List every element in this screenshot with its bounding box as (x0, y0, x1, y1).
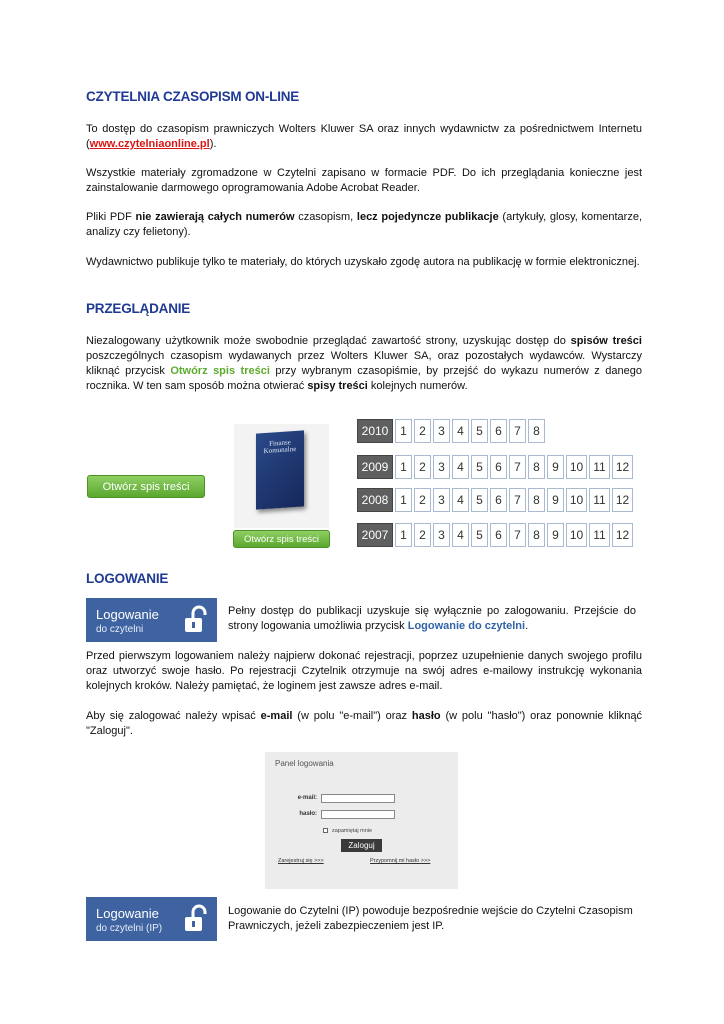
issue-number-button[interactable]: 4 (452, 488, 469, 512)
year-row-0 (357, 419, 547, 443)
email-field[interactable] (321, 794, 395, 803)
paragraph-login-ip: Logowanie do Czytelni (IP) powoduje bezpośrednie wejście do Czytelni Czasopism Prawniczych, jeżeli zabezpieczeniem jest IP. (228, 905, 633, 932)
issue-number-button[interactable]: 4 (452, 419, 469, 443)
paragraph-how-to-login: Aby się zalogować należy wpisać e-mail (w polu "e-mail") oraz hasło (w polu "hasło") oraz ponownie kliknąć "Zaloguj". (86, 710, 642, 737)
czytelnia-link[interactable]: www.czytelniaonline.pl (89, 138, 210, 150)
submit-login-button[interactable]: Zaloguj (341, 839, 382, 852)
issue-number-button[interactable]: 2 (414, 455, 431, 479)
issue-number-button[interactable]: 7 (509, 523, 526, 547)
issue-number-button[interactable]: 7 (509, 488, 526, 512)
forgot-password-link[interactable]: Przypomnij mi hasło >>> (370, 858, 431, 864)
login-ip-button[interactable] (86, 897, 217, 941)
issue-number-button[interactable]: 2 (414, 523, 431, 547)
issue-number-button[interactable]: 6 (490, 523, 507, 547)
issue-number-button[interactable]: 3 (433, 488, 450, 512)
issue-number-button[interactable]: 6 (490, 455, 507, 479)
issue-number-button[interactable]: 5 (471, 455, 488, 479)
remember-checkbox[interactable] (323, 828, 328, 833)
login-ip-button-subtitle: do czytelni (IP) (96, 923, 163, 934)
issue-number-button[interactable]: 2 (414, 488, 431, 512)
heading-przegladanie: PRZEGLĄDANIE (86, 301, 191, 316)
year-row-3 (357, 523, 635, 547)
issue-number-button[interactable]: 5 (471, 488, 488, 512)
password-label: hasło: (299, 811, 317, 817)
login-button-title: Logowanie (96, 607, 159, 622)
issue-number-button[interactable]: 9 (547, 523, 564, 547)
open-toc-small-button[interactable]: Otwórz spis treści (233, 530, 330, 548)
login-ip-button-title: Logowanie (96, 906, 159, 921)
issue-number-button[interactable]: 12 (612, 488, 633, 512)
issue-number-button[interactable]: 2 (414, 419, 431, 443)
open-toc-button[interactable]: Otwórz spis treści (87, 475, 205, 498)
login-panel (265, 752, 458, 889)
remember-label: zapamiętaj mnie (332, 828, 373, 834)
paragraph-registration: Przed pierwszym logowaniem należy najpierw dokonać rejestracji, poprzez uzupełnienie danych swojego profilu oraz utworzyć swoje hasło. Po rejestracji Czytelnik otrzymuje na swój adres e-mailowy instrukcję wykonania kolejnych kroków. Należy pamiętać, że loginem jest zawsze adres e-mail. (86, 650, 642, 692)
year-button[interactable]: 2007 (357, 523, 393, 547)
issue-number-button[interactable]: 4 (452, 455, 469, 479)
issue-number-button[interactable]: 12 (612, 455, 633, 479)
issue-number-button[interactable]: 12 (612, 523, 633, 547)
issue-number-button[interactable]: 11 (589, 455, 610, 479)
year-button[interactable]: 2009 (357, 455, 393, 479)
issue-number-button[interactable]: 8 (528, 488, 545, 512)
login-button-subtitle: do czytelni (96, 624, 144, 635)
paragraph-browsing: Niezalogowany użytkownik może swobodnie przeglądać zawartość strony, uzyskując dostęp do spisów treści poszczególnych czasopism wydawanych przez Wolters Kluwer SA, oraz pozostałych wydawców. Wystarczy kliknąć przycisk Otwórz spis treści przy wybranym czasopiśmie, by przejść do wykazu numerów z danego rocznika. W ten sam sposób można otwierać spisy treści kolejnych numerów. (86, 335, 642, 392)
issue-number-button[interactable]: 9 (547, 455, 564, 479)
issue-number-button[interactable]: 11 (589, 488, 610, 512)
paragraph-intro: To dostęp do czasopism prawniczych Wolters Kluwer SA oraz innych wydawnictw za pośrednictwem Internetu (www.czytelniaonline.pl). (86, 123, 642, 150)
unlock-icon (183, 605, 211, 635)
magazine-title: Finanse Komunalne (263, 438, 297, 456)
issue-number-button[interactable]: 8 (528, 523, 545, 547)
paragraph-login-full-access: Pełny dostęp do publikacji uzyskuje się wyłącznie po zalogowaniu. Przejście do strony logowania umożliwia przycisk Logowanie do czytelni. (228, 605, 636, 632)
issue-number-button[interactable]: 3 (433, 455, 450, 479)
register-link[interactable]: Zarejestruj się >>> (278, 858, 324, 864)
email-label: e-mail: (297, 795, 317, 801)
issue-number-button[interactable]: 8 (528, 419, 545, 443)
issue-number-button[interactable]: 5 (471, 523, 488, 547)
issue-number-button[interactable]: 7 (509, 455, 526, 479)
issue-number-button[interactable]: 5 (471, 419, 488, 443)
issue-number-button[interactable]: 1 (395, 455, 412, 479)
paragraph-pdf-format: Wszystkie materiały zgromadzone w Czytelni zapisano w formacie PDF. Do ich przeglądania konieczne jest zainstalowanie darmowego oprogramowania Adobe Acrobat Reader. (86, 167, 642, 194)
magazine-cover (256, 430, 304, 509)
issue-number-button[interactable]: 10 (566, 455, 587, 479)
issue-number-button[interactable]: 7 (509, 419, 526, 443)
paragraph-pdf-contents: Pliki PDF nie zawierają całych numerów czasopism, lecz pojedyncze publikacje (artykuły, glosy, komentarze, analizy czy felietony). (86, 211, 643, 238)
issue-number-button[interactable]: 9 (547, 488, 564, 512)
issue-number-button[interactable]: 10 (566, 488, 587, 512)
year-row-2 (357, 488, 635, 512)
issue-number-button[interactable]: 1 (395, 523, 412, 547)
issue-number-button[interactable]: 3 (433, 419, 450, 443)
issue-number-button[interactable]: 1 (395, 488, 412, 512)
issue-number-button[interactable]: 6 (490, 419, 507, 443)
paragraph-publisher: Wydawnictwo publikuje tylko te materiały, do których uzyskało zgodę autora na publikację w formie elektronicznej. (86, 256, 640, 268)
unlock-icon (183, 904, 211, 934)
login-panel-title: Panel logowania (275, 759, 334, 768)
issue-number-button[interactable]: 6 (490, 488, 507, 512)
password-field[interactable] (321, 810, 395, 819)
heading-czytelnia: CZYTELNIA CZASOPISM ON-LINE (86, 89, 300, 104)
issue-number-button[interactable]: 10 (566, 523, 587, 547)
year-row-1 (357, 455, 635, 479)
year-button[interactable]: 2010 (357, 419, 393, 443)
issue-number-button[interactable]: 1 (395, 419, 412, 443)
login-button[interactable] (86, 598, 217, 642)
year-button[interactable]: 2008 (357, 488, 393, 512)
login-link-text: Logowanie do czytelni (407, 620, 526, 632)
issue-number-button[interactable]: 11 (589, 523, 610, 547)
issue-number-button[interactable]: 8 (528, 455, 545, 479)
heading-logowanie: LOGOWANIE (86, 571, 169, 586)
issue-number-button[interactable]: 4 (452, 523, 469, 547)
magazine-cover-image (234, 424, 329, 528)
issue-number-button[interactable]: 3 (433, 523, 450, 547)
